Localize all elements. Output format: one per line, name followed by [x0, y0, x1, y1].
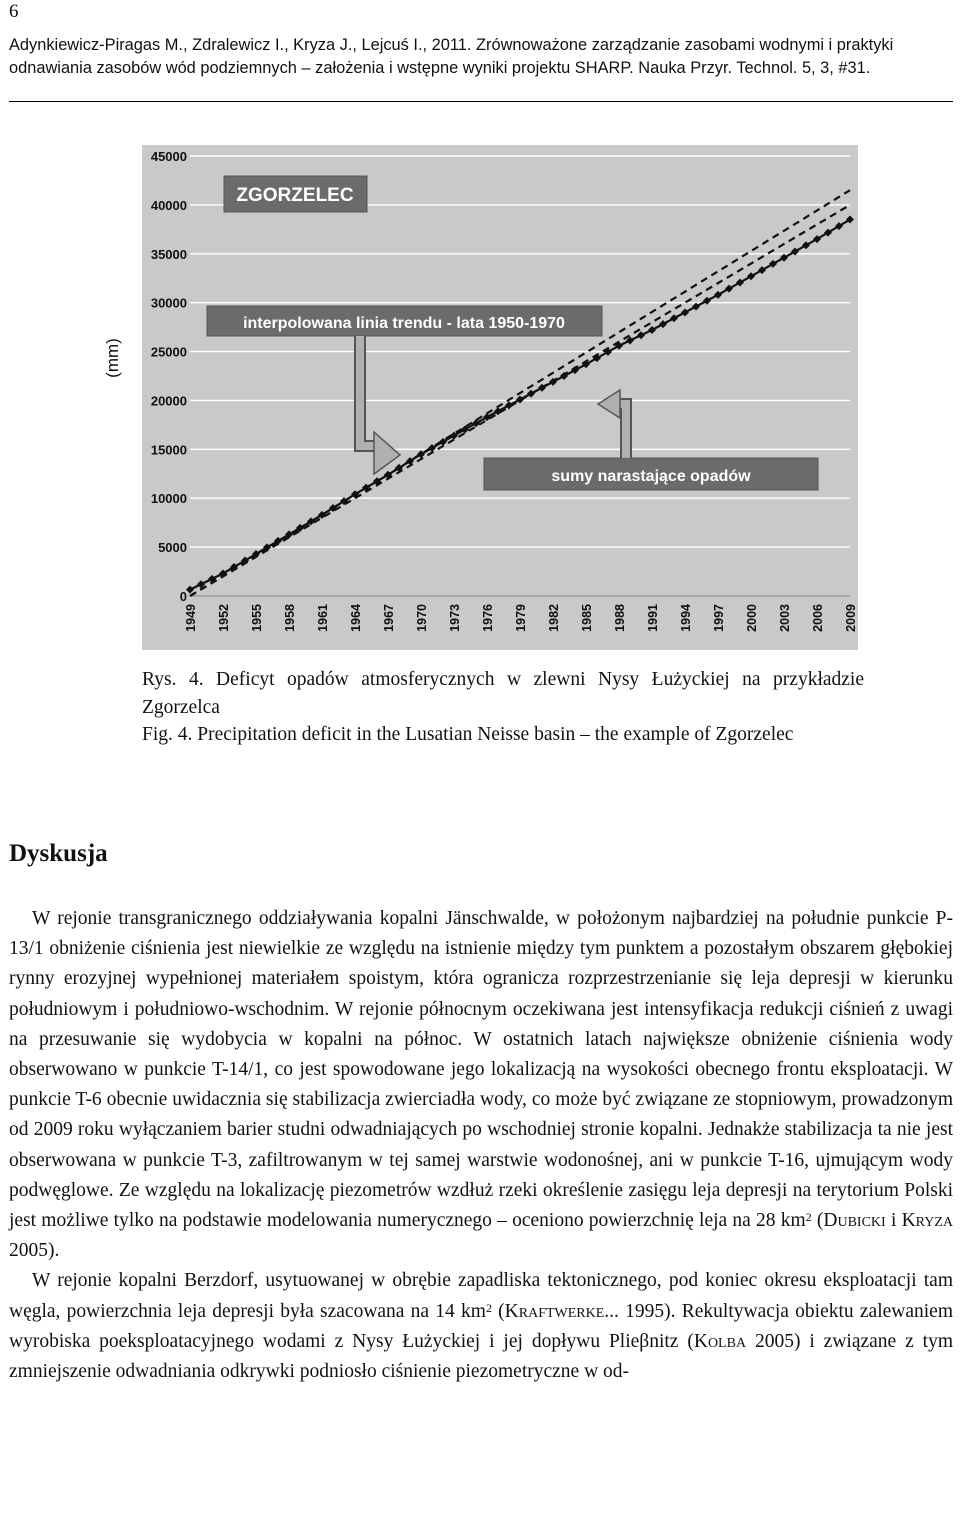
citation-author: Kraftwerke... — [504, 1300, 619, 1322]
y-tick-label: 30000 — [150, 295, 187, 311]
paragraph-text: ( — [491, 1300, 505, 1322]
chart-title: ZGORZELEC — [236, 185, 354, 206]
paragraph-text: i — [885, 1210, 902, 1232]
x-tick-label: 2009 — [844, 604, 858, 632]
x-tick-label: 1985 — [580, 604, 594, 632]
citation-author: Kryza — [901, 1210, 953, 1232]
citation-author: Dubicki — [823, 1210, 886, 1232]
chart-title-box — [224, 176, 367, 212]
y-axis-label: (mm) — [103, 338, 122, 378]
y-tick-label: 0 — [179, 589, 187, 604]
paragraph — [9, 1266, 953, 1387]
paragraph-text: 2005). — [9, 1240, 60, 1262]
superscript: 2 — [485, 1300, 492, 1315]
x-tick-label: 1967 — [382, 604, 396, 632]
figure-caption — [142, 666, 864, 749]
y-tick-label: 40000 — [150, 197, 187, 213]
caption-polish: Rys. 4. Deficyt opadów atmosferycznych w zlewni Nysy Łużyckiej na przykładzie Zgorzelca — [142, 669, 864, 718]
x-tick-label: 1949 — [184, 604, 198, 632]
x-tick-label: 1958 — [283, 604, 297, 632]
trend-label-box — [207, 306, 602, 336]
citation-author: Kolba — [693, 1330, 747, 1352]
x-tick-label: 1970 — [415, 604, 429, 632]
body-text — [9, 904, 953, 1387]
trend-label: interpolowana linia trendu - lata 1950-1970 — [243, 315, 565, 332]
paragraph-text: W rejonie kopalni Berzdorf, usytuowanej w obrębie zapadliska tektonicznego, pod koniec okresu eksploatacji tam węgla, powierzchnia leja depresji była szacowana na 14 km — [9, 1270, 953, 1322]
y-tick-label: 10000 — [150, 491, 187, 507]
section-heading: Dyskusja — [9, 840, 108, 867]
caption-english: Fig. 4. Precipitation deficit in the Lusatian Neisse basin – the example of Zgorzelec — [142, 724, 794, 746]
x-tick-label: 1955 — [250, 604, 264, 632]
y-tick-label: 15000 — [150, 442, 187, 458]
figure-chart — [0, 0, 960, 660]
x-tick-label: 1973 — [448, 604, 462, 632]
x-tick-label: 1976 — [481, 604, 495, 632]
y-tick-label: 20000 — [150, 393, 187, 409]
y-tick-label: 35000 — [150, 246, 187, 262]
x-tick-label: 1982 — [547, 604, 561, 632]
x-tick-label: 1952 — [217, 604, 231, 632]
paragraph-text: W rejonie transgranicznego oddziaływania kopalni Jänschwalde, w położonym najbardziej na południe punkcie P-13/1 obniżenie ciśnienia jest niewielkie ze względu na istnienie między tym punktem a pozostałym obszarem głębokiej rynny erozyjnej wypełnionej materiałem spoistym, która ogranicza rozprzestrzenianie się leja depresji w kierunku południowym i południowo-wschodnim. W rejonie północnym oczekiwana jest intensyfikacja redukcji ciśnień z uwagi na przesuwanie się wydobycia w kopalni na północ. W ostatnich latach największe obniżenie ciśnienia wody obserwowano w punkcie T-14/1, co jest spowodowane jego lokalizacją na wysokości obecnego frontu eksploatacji. W punkcie T-6 obecnie uwidacznia się stabilizacja zwierciadła wody, co może być związane ze stopniowym, prowadzonym od 2009 roku wyłączaniem barier studni odwadniających po wschodniej stronie kopalni. Jednakże stabilizacja ta nie jest obserwowana w punkcie T-3, zafiltrowanym w tej samej warstwie wodonośnej, ani w punkcie T-16, ujmującym wody podwęglowe. Ze względu na lokalizację piezometrów wzdłuż rzeki określenie zasięgu leja depresji na terytorium Polski jest możliwe tylko na podstawie modelowania numerycznego – oceniono powierzchnię leja na 28 km — [9, 908, 953, 1232]
running-header-citation: Adynkiewicz-Piragas M., Zdralewicz I., Kryza J., Lejcuś I., 2011. Zrównoważone zarządzanie zasobami wodnymi i praktyki odnawiania zasobów wód podziemnych – założenia i wstępne wyniki projektu SHARP. Nauka Przyr. Technol. 5, 3, #31. — [9, 36, 894, 77]
page-number: 6 — [9, 1, 19, 22]
y-tick-label: 45000 — [150, 149, 187, 164]
y-tick-label: 25000 — [150, 344, 187, 360]
x-tick-label: 1979 — [514, 604, 528, 632]
x-tick-label: 1988 — [613, 604, 627, 632]
paragraph-text: 2005) i związane z tym zmniejszenie odwadniania odkrywki podniosło ciśnienie piezometryczne w od- — [9, 1330, 953, 1383]
paragraph — [9, 904, 953, 1266]
x-tick-label: 2000 — [745, 604, 759, 632]
paragraph-text: 1995). Rekultywacja obiektu zalewaniem wyrobiska poeksploatacyjnego wodami z Nysy Łużyckiej i jej dopływu Plieβnitz ( — [9, 1300, 953, 1352]
cumulative-label: sumy narastające opadów — [551, 468, 751, 485]
y-tick-label: 5000 — [158, 540, 187, 556]
x-tick-label: 1994 — [679, 604, 693, 632]
x-tick-label: 1961 — [316, 604, 330, 632]
x-tick-label: 2006 — [811, 604, 825, 632]
paragraph-text: ( — [811, 1210, 824, 1232]
x-tick-label: 1964 — [349, 604, 363, 632]
x-tick-label: 1997 — [712, 604, 726, 632]
plot-area — [142, 145, 858, 650]
superscript: 2 — [805, 1210, 812, 1225]
x-tick-label: 2003 — [778, 604, 792, 632]
cumulative-label-box — [484, 458, 818, 490]
x-tick-label: 1991 — [646, 604, 660, 632]
